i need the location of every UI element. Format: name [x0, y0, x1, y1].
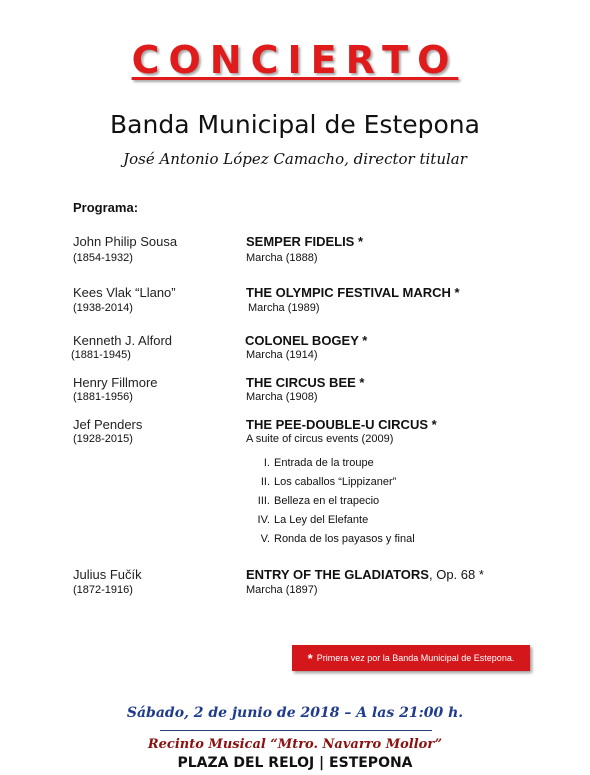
- composer-dates: (1854-1932): [73, 252, 133, 264]
- composer-name: Kenneth J. Alford: [73, 333, 173, 348]
- composer-dates: (1938-2014): [73, 302, 133, 314]
- composer-dates: (1881-1945): [71, 349, 131, 361]
- footer-divider: [160, 730, 432, 731]
- director-line: José Antonio López Camacho, director titular: [123, 150, 467, 168]
- premiere-note: [292, 645, 530, 671]
- composer-name: Julius Fučík: [73, 567, 142, 582]
- composer-dates: (1872-1916): [73, 584, 133, 596]
- piece-title: THE CIRCUS BEE *: [246, 375, 365, 390]
- piece-description: Marcha (1989): [248, 302, 320, 314]
- concert-title: CONCIERTO: [131, 38, 459, 82]
- piece-title: ENTRY OF THE GLADIATORS, Op. 68 *: [246, 567, 484, 582]
- band-name: Banda Municipal de Estepona: [110, 110, 480, 139]
- concert-date: Sábado, 2 de junio de 2018 – A las 21:00 h.: [126, 705, 464, 721]
- piece-title: THE PEE-DOUBLE-U CIRCUS *: [246, 417, 437, 432]
- composer-dates: (1928-2015): [73, 433, 133, 445]
- piece-title: SEMPER FIDELIS *: [246, 234, 364, 249]
- piece-description: Marcha (1888): [246, 252, 318, 264]
- piece-description: Marcha (1897): [246, 584, 318, 596]
- piece-title: THE OLYMPIC FESTIVAL MARCH *: [246, 285, 460, 300]
- concert-place: PLAZA DEL RELOJ | ESTEPONA: [177, 755, 413, 771]
- movement-item: II. Los caballos “Lippizaner”: [260, 476, 397, 488]
- movement-item: I. Entrada de la troupe: [263, 457, 374, 469]
- composer-dates: (1881-1956): [73, 391, 133, 403]
- piece-title: COLONEL BOGEY *: [245, 333, 368, 348]
- piece-description: Marcha (1908): [246, 391, 318, 403]
- movement-item: V. Ronda de los payasos y final: [260, 533, 415, 545]
- asterisk-icon: *: [307, 651, 313, 666]
- piece-description: A suite of circus events (2009): [246, 433, 394, 445]
- piece-description: Marcha (1914): [246, 349, 318, 361]
- composer-name: John Philip Sousa: [73, 234, 178, 249]
- premiere-note-text: Primera vez por la Banda Municipal de Estepona.: [316, 653, 515, 663]
- concert-venue: Recinto Musical “Mtro. Navarro Mollor”: [147, 737, 443, 752]
- movement-item: III. Belleza en el trapecio: [257, 495, 380, 507]
- composer-name: Henry Fillmore: [73, 375, 158, 390]
- program-label: Programa:: [73, 200, 139, 215]
- composer-name: Jef Penders: [73, 417, 143, 432]
- composer-name: Kees Vlak “Llano”: [73, 285, 176, 300]
- movement-item: IV. La Ley del Elefante: [257, 514, 369, 526]
